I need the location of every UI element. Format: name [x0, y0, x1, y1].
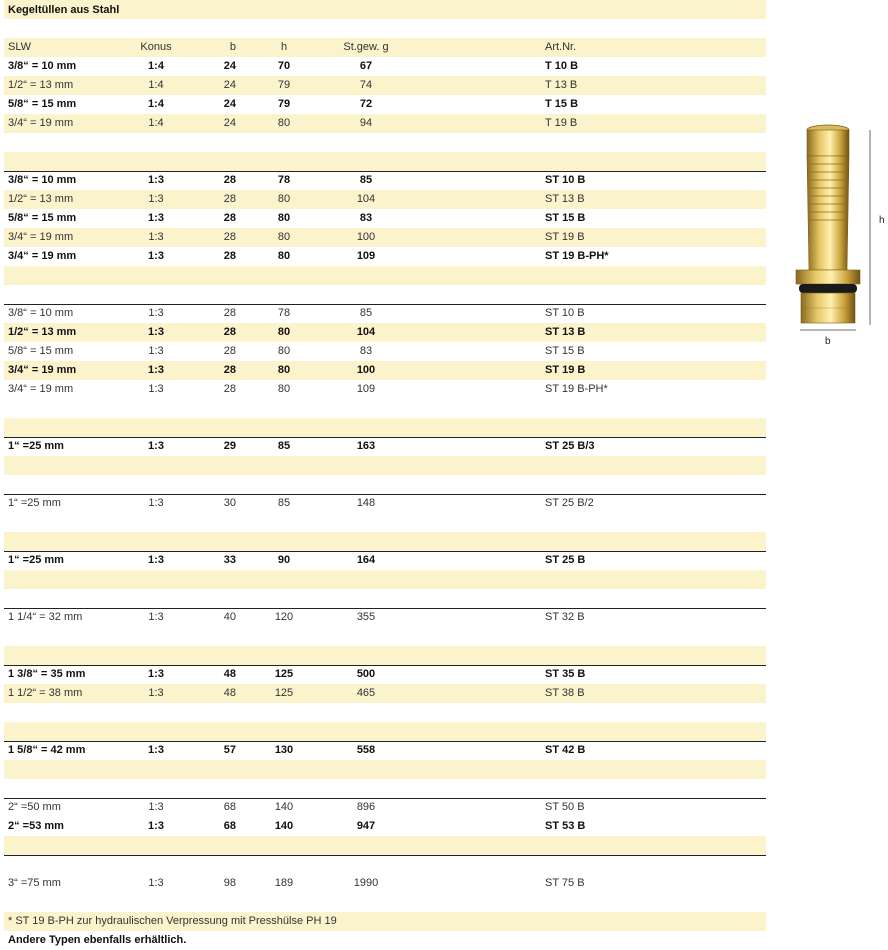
- table-row: 3/4“ = 19 mm 1:3 28 80 109 ST 19 B-PH*: [8, 383, 608, 395]
- table-row: 1 5/8“ = 42 mm 1:3 57 130 558 ST 42 B: [8, 744, 586, 756]
- table-row: 3/4“ = 19 mm 1:4 24 80 94 T 19 B: [8, 117, 578, 129]
- table-row: 2“ =50 mm 1:3 68 140 896 ST 50 B: [8, 801, 585, 813]
- table-row: 1“ =25 mm 1:3 33 90 164 ST 25 B: [8, 554, 586, 566]
- h-dimension-label: h: [879, 215, 885, 226]
- table-row: 1 1/4“ = 32 mm 1:3 40 120 355 ST 32 B: [8, 611, 585, 623]
- table-row: 1 3/8“ = 35 mm 1:3 48 125 500 ST 35 B: [8, 668, 586, 680]
- header-konus: Konus: [140, 41, 172, 53]
- header-artnr: Art.Nr.: [545, 41, 577, 53]
- page-title: Kegeltüllen aus Stahl: [8, 4, 120, 16]
- availability-note: Andere Typen ebenfalls erhältlich.: [8, 934, 187, 946]
- table-row: 1/2“ = 13 mm 1:4 24 79 74 T 13 B: [8, 79, 578, 91]
- header-gewicht: St.gew. g: [343, 41, 389, 53]
- hose-tail-figure: [790, 120, 888, 350]
- group-divider: [4, 855, 766, 874]
- table-header: [4, 38, 766, 57]
- table-row: 3“ =75 mm 1:3 98 189 1990 ST 75 B: [8, 877, 585, 889]
- table-row: 5/8“ = 15 mm 1:3 28 80 83 ST 15 B: [8, 345, 585, 357]
- table-row: 5/8“ = 15 mm 1:3 28 80 83 ST 15 B: [8, 212, 586, 224]
- table-row: 1/2“ = 13 mm 1:3 28 80 104 ST 13 B: [8, 326, 586, 338]
- table-row: 5/8“ = 15 mm 1:4 24 79 72 T 15 B: [8, 98, 579, 110]
- table-row: 1/2“ = 13 mm 1:3 28 80 104 ST 13 B: [8, 193, 585, 205]
- table-row: 3/4“ = 19 mm 1:3 28 80 109 ST 19 B-PH*: [8, 250, 609, 262]
- header-h: h: [280, 41, 288, 53]
- header-slw: SLW: [8, 41, 32, 53]
- table-row: 1“ =25 mm 1:3 30 85 148 ST 25 B/2: [8, 497, 594, 509]
- table-row: 1“ =25 mm 1:3 29 85 163 ST 25 B/3: [8, 440, 595, 452]
- b-dimension-label: b: [825, 336, 831, 347]
- table-row: 3/8“ = 10 mm 1:4 24 70 67 T 10 B: [8, 60, 579, 72]
- table-row: 3/8“ = 10 mm 1:3 28 78 85 ST 10 B: [8, 307, 585, 319]
- header-b: b: [229, 41, 236, 53]
- table-row: 3/4“ = 19 mm 1:3 28 80 100 ST 19 B: [8, 364, 586, 376]
- table-row: 1 1/2“ = 38 mm 1:3 48 125 465 ST 38 B: [8, 687, 585, 699]
- table-row: 2“ =53 mm 1:3 68 140 947 ST 53 B: [8, 820, 586, 832]
- hose-tail-body: [796, 125, 860, 323]
- footnote: * ST 19 B-PH zur hydraulischen Verpressung mit Presshülse PH 19: [8, 915, 337, 927]
- table-row: 3/4“ = 19 mm 1:3 28 80 100 ST 19 B: [8, 231, 585, 243]
- table-row: 3/8“ = 10 mm 1:3 28 78 85 ST 10 B: [8, 174, 586, 186]
